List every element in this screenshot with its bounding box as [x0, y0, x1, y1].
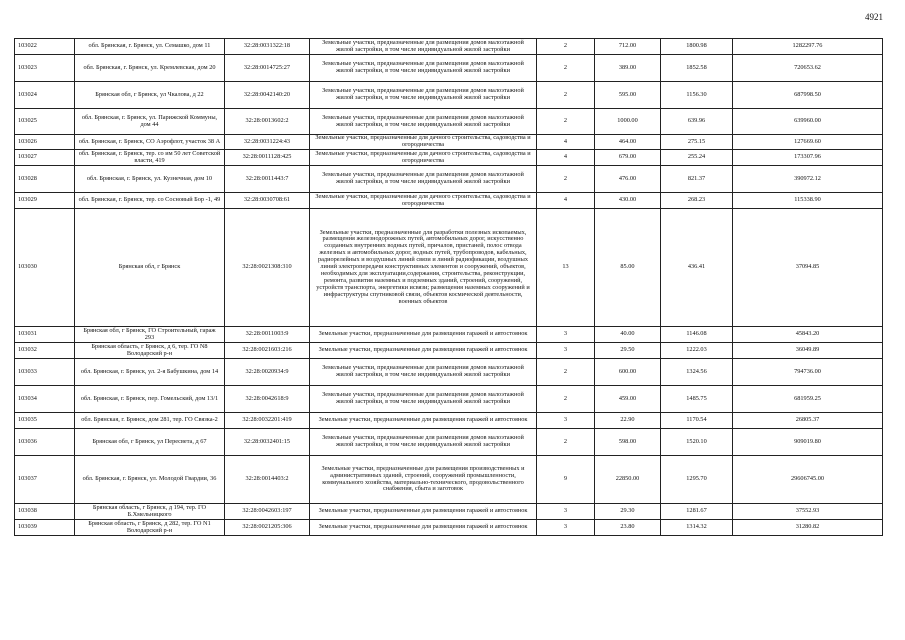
cell-cadastral-value: 639960.00	[733, 109, 883, 135]
cell-area: 679.00	[595, 150, 661, 166]
cell-area: 29.30	[595, 504, 661, 520]
table-row	[15, 386, 883, 413]
cell-area: 23.80	[595, 520, 661, 536]
cell-address: Брянская обл, г Брянск, ул Пересвета, д 67	[75, 429, 225, 456]
cell-record-id: 103036	[15, 429, 75, 456]
cell-cadastral-number: 32:28:0042140:20	[225, 82, 310, 109]
table-row	[15, 429, 883, 456]
table-row	[15, 343, 883, 359]
cell-area: 40.00	[595, 327, 661, 343]
cell-record-id: 103026	[15, 135, 75, 150]
cell-use-group: 2	[537, 39, 595, 55]
cell-area: 430.00	[595, 193, 661, 209]
cell-address: Брянская обл, г Брянск, ГО Строительный, гараж 293	[75, 327, 225, 343]
cell-unit-value: 268.23	[661, 193, 733, 209]
cell-permitted-use: Земельные участки, предназначенные для размещения гаражей и автостоянок	[310, 504, 537, 520]
cell-use-group: 3	[537, 343, 595, 359]
cell-area: 29.50	[595, 343, 661, 359]
cell-use-group: 4	[537, 193, 595, 209]
cell-cadastral-number: 32:28:0011443:7	[225, 166, 310, 193]
cell-permitted-use: Земельные участки, предназначенные для размещения гаражей и автостоянок	[310, 520, 537, 536]
land-registry-table	[14, 38, 883, 536]
cell-permitted-use: Земельные участки, предназначенные для дачного строительства, садоводства и огородничества	[310, 193, 537, 209]
table-row	[15, 359, 883, 386]
cell-address: Брянская обл, г Брянск	[75, 209, 225, 327]
cell-unit-value: 1170.54	[661, 413, 733, 429]
cell-address: обл. Брянская, г. Брянск, ул. Молодой Гвардии, 36	[75, 456, 225, 504]
table-row	[15, 109, 883, 135]
cell-address: Брянская обл, г Брянск, ул Чкалова, д 22	[75, 82, 225, 109]
table-row	[15, 39, 883, 55]
cell-address: обл. Брянская, г. Брянск, дом 281, тер. ГО Связка-2	[75, 413, 225, 429]
cell-cadastral-value: 115338.90	[733, 193, 883, 209]
cell-address: обл. Брянская, г. Брянск, ул. Кремлевская, дом 20	[75, 55, 225, 82]
cell-cadastral-value: 390972.12	[733, 166, 883, 193]
cell-use-group: 2	[537, 166, 595, 193]
cell-record-id: 103022	[15, 39, 75, 55]
table-row	[15, 209, 883, 327]
cell-unit-value: 1485.75	[661, 386, 733, 413]
cell-address: обл. Брянская, г. Брянск, пер. Гомельский, дом 13/1	[75, 386, 225, 413]
cell-cadastral-value: 681959.25	[733, 386, 883, 413]
cell-unit-value: 1520.10	[661, 429, 733, 456]
cell-area: 600.00	[595, 359, 661, 386]
cell-cadastral-value: 127669.60	[733, 135, 883, 150]
cell-unit-value: 436.41	[661, 209, 733, 327]
cell-address: обл. Брянская, г. Брянск, тер. со Сосновый Бор -1, 49	[75, 193, 225, 209]
cell-cadastral-value: 45843.20	[733, 327, 883, 343]
cell-area: 712.00	[595, 39, 661, 55]
cell-permitted-use: Земельные участки, предназначенные для размещения домов малоэтажной жилой застройки, в том числе индивидуальной жилой застройки	[310, 359, 537, 386]
cell-cadastral-number: 32:28:0014725:27	[225, 55, 310, 82]
table-row	[15, 327, 883, 343]
cell-unit-value: 1156.30	[661, 82, 733, 109]
cell-permitted-use: Земельные участки, предназначенные для размещения гаражей и автостоянок	[310, 343, 537, 359]
cell-permitted-use: Земельные участки, предназначенные для размещения домов малоэтажной жилой застройки, в том числе индивидуальной жилой застройки	[310, 386, 537, 413]
cell-unit-value: 1324.56	[661, 359, 733, 386]
cell-record-id: 103024	[15, 82, 75, 109]
table-row	[15, 82, 883, 109]
cell-unit-value: 1314.32	[661, 520, 733, 536]
cell-use-group: 13	[537, 209, 595, 327]
cell-record-id: 103032	[15, 343, 75, 359]
table-row	[15, 520, 883, 536]
cell-area: 22850.00	[595, 456, 661, 504]
cell-cadastral-value: 794736.00	[733, 359, 883, 386]
cell-permitted-use: Земельные участки, предназначенные для разработки полезных ископаемых, размещения железнодорожных путей, автомобильных дорог, искусственно созданных внутренних водных путей, причалов, пристаней, полос отвода железных и автомобильных дорог, водных путей, трубопроводов, кабельных, радиорелейных и воздушных линий связи и линий радиофикации, воздушных линий электропередачи конструктивных элементов и сооружений, объектов, необходимых для эксплуатации,содержания, строительства, реконструкции, ремонта, развития наземных и подземных зданий, строений, сооружений, устройств транспорта, энергетики исвязи; размещения наземных сооружений и инфраструктуры спутниковой связи, объектов космической деятельности, военных объектов	[310, 209, 537, 327]
cell-area: 595.00	[595, 82, 661, 109]
cell-use-group: 9	[537, 456, 595, 504]
table-row	[15, 166, 883, 193]
cell-permitted-use: Земельные участки, предназначенные для размещения домов малоэтажной жилой застройки, в том числе индивидуальной жилой застройки	[310, 429, 537, 456]
cell-cadastral-value: 720653.62	[733, 55, 883, 82]
table-row	[15, 135, 883, 150]
table-row	[15, 193, 883, 209]
cell-area: 389.00	[595, 55, 661, 82]
cell-address: Брянская область, г Брянск, д 6, тер. ГО N8 Володарский р-н	[75, 343, 225, 359]
cell-permitted-use: Земельные участки, предназначенные для дачного строительства, садоводства и огородничества	[310, 135, 537, 150]
cell-cadastral-number: 32:28:0032201:419	[225, 413, 310, 429]
cell-permitted-use: Земельные участки, предназначенные для дачного строительства, садоводства и огородничества	[310, 150, 537, 166]
cell-cadastral-number: 32:28:0013602:2	[225, 109, 310, 135]
cell-use-group: 3	[537, 520, 595, 536]
cell-permitted-use: Земельные участки, предназначенные для размещения домов малоэтажной жилой застройки, в том числе индивидуальной жилой застройки	[310, 166, 537, 193]
cell-address: обл. Брянская, г. Брянск, ул. 2-я Бабушкина, дом 14	[75, 359, 225, 386]
cell-use-group: 4	[537, 150, 595, 166]
cell-use-group: 3	[537, 413, 595, 429]
cell-record-id: 103027	[15, 150, 75, 166]
cell-permitted-use: Земельные участки, предназначенные для размещения домов малоэтажной жилой застройки, в том числе индивидуальной жилой застройки	[310, 39, 537, 55]
cell-record-id: 103039	[15, 520, 75, 536]
cell-use-group: 4	[537, 135, 595, 150]
cell-cadastral-value: 37552.93	[733, 504, 883, 520]
table-row	[15, 55, 883, 82]
cell-cadastral-value: 29606745.00	[733, 456, 883, 504]
cell-cadastral-number: 32:28:0030708:61	[225, 193, 310, 209]
cell-unit-value: 1281.67	[661, 504, 733, 520]
cell-use-group: 2	[537, 82, 595, 109]
cell-use-group: 2	[537, 386, 595, 413]
cell-permitted-use: Земельные участки, предназначенные для размещения гаражей и автостоянок	[310, 327, 537, 343]
cell-record-id: 103025	[15, 109, 75, 135]
cell-use-group: 2	[537, 55, 595, 82]
cell-record-id: 103033	[15, 359, 75, 386]
cell-use-group: 3	[537, 327, 595, 343]
cell-address: обл. Брянская, г. Брянск, тер. со им 50 лет Советской власти, 419	[75, 150, 225, 166]
cell-area: 459.00	[595, 386, 661, 413]
page-number: 4921	[865, 12, 883, 22]
cell-unit-value: 255.24	[661, 150, 733, 166]
cell-cadastral-number: 32:28:0032401:15	[225, 429, 310, 456]
cell-area: 22.90	[595, 413, 661, 429]
cell-use-group: 3	[537, 504, 595, 520]
cell-cadastral-number: 32:28:0021308:310	[225, 209, 310, 327]
cell-record-id: 103034	[15, 386, 75, 413]
cell-record-id: 103030	[15, 209, 75, 327]
cell-record-id: 103023	[15, 55, 75, 82]
cell-record-id: 103031	[15, 327, 75, 343]
table-row	[15, 150, 883, 166]
cell-record-id: 103037	[15, 456, 75, 504]
cell-use-group: 2	[537, 429, 595, 456]
cell-record-id: 103028	[15, 166, 75, 193]
cell-unit-value: 821.37	[661, 166, 733, 193]
cell-cadastral-value: 37094.85	[733, 209, 883, 327]
cell-area: 1000.00	[595, 109, 661, 135]
cell-cadastral-number: 32:28:0042618:9	[225, 386, 310, 413]
cell-cadastral-value: 909019.80	[733, 429, 883, 456]
cell-permitted-use: Земельные участки, предназначенные для размещения домов малоэтажной жилой застройки, в том числе индивидуальной жилой застройки	[310, 109, 537, 135]
cell-address: Брянская область, г Брянск, д 282, тер. ГО N1 Володарский р-н	[75, 520, 225, 536]
cell-unit-value: 1800.98	[661, 39, 733, 55]
cell-cadastral-number: 32:28:0020934:9	[225, 359, 310, 386]
cell-cadastral-number: 32:28:0031322:18	[225, 39, 310, 55]
cell-permitted-use: Земельные участки, предназначенные для размещения домов малоэтажной жилой застройки, в том числе индивидуальной жилой застройки	[310, 82, 537, 109]
cell-cadastral-number: 32:28:0011003:9	[225, 327, 310, 343]
cell-address: Брянская область, г Брянск, д 194, тер. ГО Б.Хмельницкого	[75, 504, 225, 520]
cell-cadastral-number: 32:28:0042603:197	[225, 504, 310, 520]
cell-unit-value: 1146.08	[661, 327, 733, 343]
cell-permitted-use: Земельные участки, предназначенные для размещения производственных и административных зданий, строений, сооружений промышленности, коммунального хозяйства, материально-технического, продовольственного снабжения, сбыта и заготовок	[310, 456, 537, 504]
table-row	[15, 413, 883, 429]
cell-cadastral-value: 26805.37	[733, 413, 883, 429]
cell-address: обл. Брянская, г. Брянск, ул. Семашко, дом 11	[75, 39, 225, 55]
cell-area: 476.00	[595, 166, 661, 193]
cell-cadastral-number: 32:28:0014403:2	[225, 456, 310, 504]
table-row	[15, 456, 883, 504]
cell-unit-value: 1852.58	[661, 55, 733, 82]
cell-address: обл. Брянская, г. Брянск, СО Аэрофлот, участок 38 А	[75, 135, 225, 150]
cell-record-id: 103035	[15, 413, 75, 429]
cell-address: обл. Брянская, г. Брянск, ул. Кузнечная, дом 10	[75, 166, 225, 193]
table-row	[15, 504, 883, 520]
cell-cadastral-value: 687998.50	[733, 82, 883, 109]
cell-cadastral-value: 173307.96	[733, 150, 883, 166]
cell-use-group: 2	[537, 359, 595, 386]
cell-cadastral-value: 1282297.76	[733, 39, 883, 55]
cell-area: 85.00	[595, 209, 661, 327]
cell-record-id: 103029	[15, 193, 75, 209]
cell-cadastral-value: 31280.82	[733, 520, 883, 536]
cell-permitted-use: Земельные участки, предназначенные для размещения гаражей и автостоянок	[310, 413, 537, 429]
cell-record-id: 103038	[15, 504, 75, 520]
cell-use-group: 2	[537, 109, 595, 135]
cell-area: 464.00	[595, 135, 661, 150]
cell-unit-value: 1295.70	[661, 456, 733, 504]
cell-unit-value: 275.15	[661, 135, 733, 150]
cell-cadastral-number: 32:28:0031224:43	[225, 135, 310, 150]
cell-address: обл. Брянская, г. Брянск, ул. Парижской Коммуны, дом 44	[75, 109, 225, 135]
cell-cadastral-number: 32:28:0021603:216	[225, 343, 310, 359]
cell-area: 598.00	[595, 429, 661, 456]
cell-permitted-use: Земельные участки, предназначенные для размещения домов малоэтажной жилой застройки, в том числе индивидуальной жилой застройки	[310, 55, 537, 82]
cell-cadastral-number: 32:28:0011128:425	[225, 150, 310, 166]
cell-unit-value: 639.96	[661, 109, 733, 135]
cell-unit-value: 1222.03	[661, 343, 733, 359]
cell-cadastral-number: 32:28:0021205:306	[225, 520, 310, 536]
cell-cadastral-value: 36049.89	[733, 343, 883, 359]
